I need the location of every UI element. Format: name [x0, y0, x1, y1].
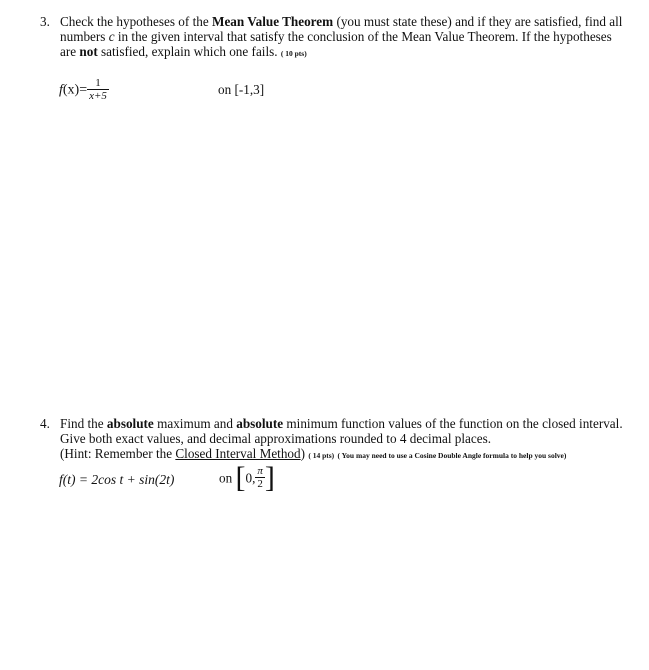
text-segment: maximum and [153, 416, 237, 431]
text-segment: satisfied, explain which one fails. [97, 44, 281, 59]
hint-text: ) [300, 446, 309, 461]
hint-note: ( You may need to use a Cosine Double Angle formula to help you solve) [337, 451, 567, 460]
text-segment: Find the [60, 416, 107, 431]
text-segment: Check the hypotheses of the [60, 14, 212, 29]
func-arg: (x) [62, 82, 80, 98]
pi-over-2 [255, 465, 265, 490]
variable-c: c [108, 29, 115, 44]
emphasis-absolute: absolute [236, 416, 284, 431]
emphasis-absolute: absolute [106, 416, 154, 431]
right-bracket: ] [264, 460, 275, 494]
function-f-t: f(t) = 2cos t + sin(2t) [59, 472, 175, 487]
denominator: x+5 [89, 90, 107, 102]
function-f-x [59, 78, 109, 103]
points-label: ( 14 pts) [308, 451, 335, 460]
equals-sign: = [79, 82, 88, 98]
closed-interval-method: Closed Interval Method [175, 446, 301, 461]
interval-q3: on [-1,3] [218, 82, 265, 97]
numerator: 1 [87, 77, 109, 90]
fraction [87, 77, 109, 102]
text-segment: in the given interval that satisfy the conclusion of the Mean Value Theorem. If the hypotheses are [60, 29, 612, 59]
hint-text: (Hint: Remember the [60, 446, 176, 461]
emphasis-not: not [79, 44, 98, 59]
theorem-name: Mean Value Theorem [212, 14, 334, 29]
text-segment: (you must state these) and if they are satisfied, find all numbers [60, 14, 623, 44]
left-bracket: [ [235, 460, 246, 494]
question-number: 4. [40, 416, 50, 431]
func-name: f [59, 82, 63, 98]
interval-lower: 0, [245, 470, 256, 486]
text-segment: minimum function values of the function on the closed interval. Give both exact values, and decimal approximations rounded to 4 decimal places. [60, 416, 623, 446]
question-text [60, 14, 630, 61]
interval-q4 [219, 460, 275, 494]
question-3 [40, 14, 630, 61]
question-text [60, 416, 630, 463]
question-number: 3. [40, 14, 50, 29]
numerator: π [257, 465, 263, 477]
points-label: ( 10 pts) [280, 49, 307, 58]
question-4 [40, 416, 630, 463]
on-label: on [219, 470, 233, 486]
denominator: 2 [257, 478, 263, 490]
